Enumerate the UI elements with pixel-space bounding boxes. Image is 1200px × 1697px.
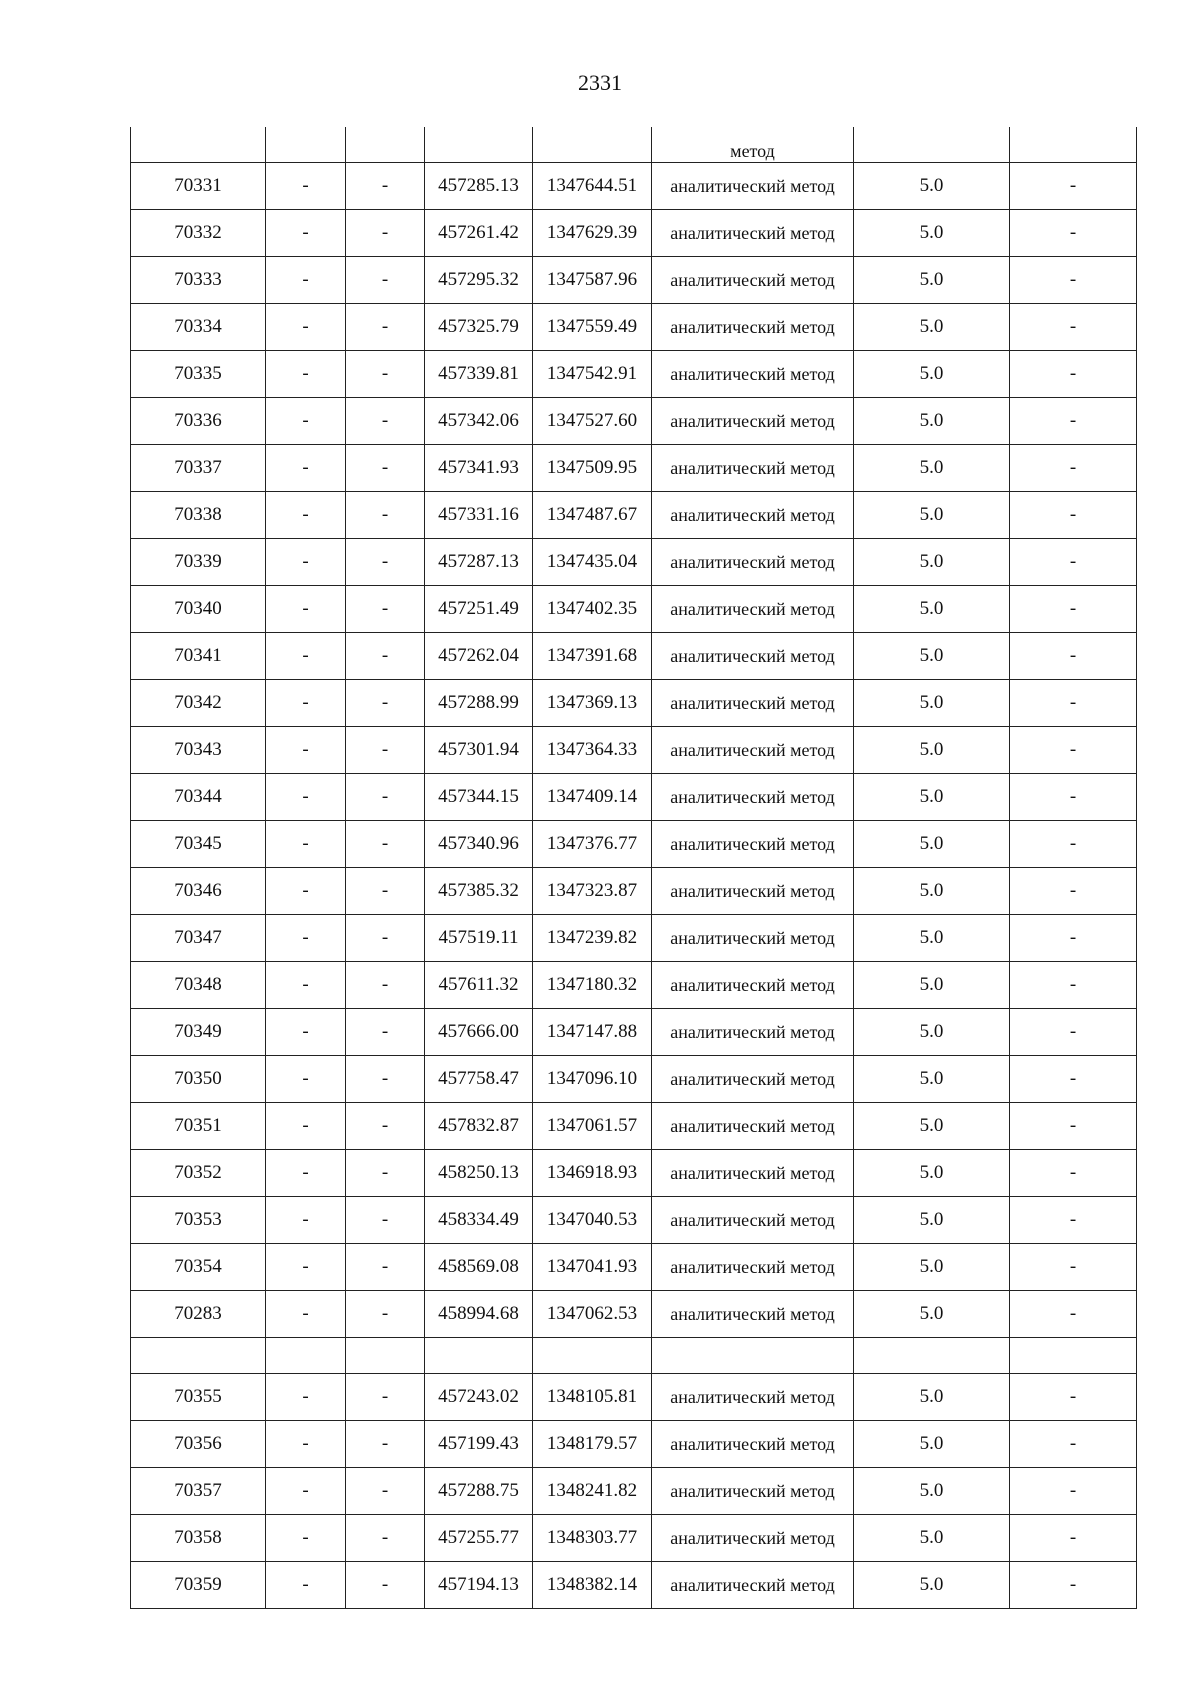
cell-col2: -	[266, 1197, 346, 1244]
table-row	[131, 1056, 1137, 1103]
table-row	[131, 1009, 1137, 1056]
cell-col3: -	[346, 1515, 425, 1562]
cell-x: 458334.49	[425, 1197, 533, 1244]
cell-y: 1347147.88	[533, 1009, 652, 1056]
cell-col2: -	[266, 915, 346, 962]
cell-y: 1347487.67	[533, 492, 652, 539]
cell-accuracy: 5.0	[854, 915, 1010, 962]
cell-method: аналитический метод	[652, 492, 854, 539]
cell-col3: -	[346, 304, 425, 351]
cell-col8: -	[1010, 1103, 1137, 1150]
cell-col8: -	[1010, 1197, 1137, 1244]
cell-col3: -	[346, 1244, 425, 1291]
cell-col3: -	[346, 962, 425, 1009]
cell-method: аналитический метод	[652, 915, 854, 962]
cell-col2: -	[266, 1291, 346, 1338]
cell-x: 457339.81	[425, 351, 533, 398]
cell-col8: -	[1010, 1468, 1137, 1515]
cell-y: 1347323.87	[533, 868, 652, 915]
cell-accuracy: 5.0	[854, 398, 1010, 445]
cell-x: 457341.93	[425, 445, 533, 492]
cell-id: 70283	[131, 1291, 266, 1338]
cell-id: 70337	[131, 445, 266, 492]
cell-col2: -	[266, 1244, 346, 1291]
cell-x: 457288.99	[425, 680, 533, 727]
table-row	[131, 680, 1137, 727]
cell-x: 457288.75	[425, 1468, 533, 1515]
cell-accuracy: 5.0	[854, 163, 1010, 210]
cell-col8: -	[1010, 1150, 1137, 1197]
cell-col2: -	[266, 1150, 346, 1197]
cell-accuracy: 5.0	[854, 351, 1010, 398]
cell-x: 457287.13	[425, 539, 533, 586]
cell-method: аналитический метод	[652, 1374, 854, 1421]
cell-y: 1348241.82	[533, 1468, 652, 1515]
cell-accuracy: 5.0	[854, 1150, 1010, 1197]
cell-col2: -	[266, 1515, 346, 1562]
cell-col3: -	[346, 351, 425, 398]
cell-id: 70340	[131, 586, 266, 633]
empty-cell	[1010, 1338, 1137, 1374]
cell-col8: -	[1010, 633, 1137, 680]
cell-id: 70331	[131, 163, 266, 210]
cell-col2: -	[266, 1374, 346, 1421]
cell-col3: -	[346, 915, 425, 962]
cell-id: 70346	[131, 868, 266, 915]
cell-col2: -	[266, 1421, 346, 1468]
cell-col8: -	[1010, 962, 1137, 1009]
cell-y: 1347542.91	[533, 351, 652, 398]
cell-y: 1348179.57	[533, 1421, 652, 1468]
cell-col2: -	[266, 962, 346, 1009]
cell-id: 70344	[131, 774, 266, 821]
table-row-continuation	[131, 127, 1137, 163]
cell-id: 70345	[131, 821, 266, 868]
cell-y: 1347559.49	[533, 304, 652, 351]
cell-col8	[1010, 127, 1137, 163]
cell-y: 1346918.93	[533, 1150, 652, 1197]
table-row	[131, 1515, 1137, 1562]
cell-col3: -	[346, 727, 425, 774]
cell-col8: -	[1010, 304, 1137, 351]
cell-x: 457301.94	[425, 727, 533, 774]
cell-col2: -	[266, 304, 346, 351]
cell-col8: -	[1010, 445, 1137, 492]
cell-x: 457385.32	[425, 868, 533, 915]
cell-col3: -	[346, 774, 425, 821]
cell-id: 70349	[131, 1009, 266, 1056]
cell-y: 1347364.33	[533, 727, 652, 774]
cell-y: 1347629.39	[533, 210, 652, 257]
cell-method: аналитический метод	[652, 445, 854, 492]
cell-col8: -	[1010, 398, 1137, 445]
cell-x: 457243.02	[425, 1374, 533, 1421]
cell-method: аналитический метод	[652, 1421, 854, 1468]
cell-col2: -	[266, 445, 346, 492]
cell-x: 458994.68	[425, 1291, 533, 1338]
cell-y: 1347040.53	[533, 1197, 652, 1244]
cell-accuracy: 5.0	[854, 304, 1010, 351]
cell-method: аналитический метод	[652, 163, 854, 210]
table-row	[131, 304, 1137, 351]
cell-x: 457295.32	[425, 257, 533, 304]
cell-col3: -	[346, 1468, 425, 1515]
cell-id: 70347	[131, 915, 266, 962]
cell-x: 457344.15	[425, 774, 533, 821]
cell-col3: -	[346, 1291, 425, 1338]
cell-col3: -	[346, 1103, 425, 1150]
cell-y: 1348382.14	[533, 1562, 652, 1609]
cell-method: аналитический метод	[652, 586, 854, 633]
cell-method: метод	[652, 127, 854, 163]
cell-col3: -	[346, 1056, 425, 1103]
cell-x: 457251.49	[425, 586, 533, 633]
cell-col2: -	[266, 633, 346, 680]
cell-accuracy: 5.0	[854, 1562, 1010, 1609]
cell-id: 70333	[131, 257, 266, 304]
cell-col2: -	[266, 586, 346, 633]
empty-cell	[854, 1338, 1010, 1374]
cell-y: 1347587.96	[533, 257, 652, 304]
cell-method: аналитический метод	[652, 1197, 854, 1244]
cell-id: 70339	[131, 539, 266, 586]
cell-id: 70354	[131, 1244, 266, 1291]
cell-col3: -	[346, 868, 425, 915]
cell-col2: -	[266, 727, 346, 774]
cell-x: 457342.06	[425, 398, 533, 445]
cell-id: 70334	[131, 304, 266, 351]
cell-col8: -	[1010, 351, 1137, 398]
cell-col3	[346, 127, 425, 163]
cell-accuracy: 5.0	[854, 492, 1010, 539]
table-body	[131, 127, 1137, 1609]
cell-method: аналитический метод	[652, 1291, 854, 1338]
cell-col2: -	[266, 1009, 346, 1056]
cell-col2: -	[266, 1056, 346, 1103]
cell-id: 70356	[131, 1421, 266, 1468]
table-row	[131, 962, 1137, 1009]
table-row	[131, 163, 1137, 210]
cell-y: 1347062.53	[533, 1291, 652, 1338]
cell-col8: -	[1010, 680, 1137, 727]
cell-col8: -	[1010, 1515, 1137, 1562]
cell-accuracy: 5.0	[854, 680, 1010, 727]
cell-y: 1347369.13	[533, 680, 652, 727]
cell-x: 457262.04	[425, 633, 533, 680]
cell-method: аналитический метод	[652, 304, 854, 351]
cell-x: 458569.08	[425, 1244, 533, 1291]
cell-y: 1347435.04	[533, 539, 652, 586]
cell-method: аналитический метод	[652, 962, 854, 1009]
table-row	[131, 1150, 1137, 1197]
empty-cell	[425, 1338, 533, 1374]
cell-id: 70348	[131, 962, 266, 1009]
table-row-empty	[131, 1338, 1137, 1374]
cell-accuracy: 5.0	[854, 210, 1010, 257]
empty-cell	[266, 1338, 346, 1374]
cell-method: аналитический метод	[652, 1103, 854, 1150]
cell-accuracy: 5.0	[854, 727, 1010, 774]
cell-method: аналитический метод	[652, 1468, 854, 1515]
cell-col3: -	[346, 821, 425, 868]
cell-col8: -	[1010, 539, 1137, 586]
cell-id: 70359	[131, 1562, 266, 1609]
table-row	[131, 727, 1137, 774]
table-row	[131, 210, 1137, 257]
table-row	[131, 1244, 1137, 1291]
cell-method: аналитический метод	[652, 1515, 854, 1562]
cell-method: аналитический метод	[652, 821, 854, 868]
cell-col3: -	[346, 210, 425, 257]
cell-col3: -	[346, 680, 425, 727]
cell-accuracy: 5.0	[854, 1009, 1010, 1056]
cell-col8: -	[1010, 1009, 1137, 1056]
cell-y: 1347239.82	[533, 915, 652, 962]
cell-id: 70343	[131, 727, 266, 774]
cell-method: аналитический метод	[652, 868, 854, 915]
cell-col2: -	[266, 210, 346, 257]
cell-col3: -	[346, 1150, 425, 1197]
cell-id: 70350	[131, 1056, 266, 1103]
cell-x: 457832.87	[425, 1103, 533, 1150]
page-number: 2331	[578, 70, 622, 95]
empty-cell	[652, 1338, 854, 1374]
cell-accuracy: 5.0	[854, 1244, 1010, 1291]
cell-method: аналитический метод	[652, 633, 854, 680]
cell-col2: -	[266, 163, 346, 210]
table-row	[131, 398, 1137, 445]
cell-accuracy: 5.0	[854, 1103, 1010, 1150]
table-row	[131, 1291, 1137, 1338]
cell-x	[425, 127, 533, 163]
cell-x: 457325.79	[425, 304, 533, 351]
cell-col8: -	[1010, 774, 1137, 821]
cell-x: 457519.11	[425, 915, 533, 962]
cell-col2: -	[266, 774, 346, 821]
table-row	[131, 257, 1137, 304]
cell-id: 70338	[131, 492, 266, 539]
table-row	[131, 351, 1137, 398]
cell-method: аналитический метод	[652, 398, 854, 445]
cell-x: 457261.42	[425, 210, 533, 257]
cell-id: 70335	[131, 351, 266, 398]
cell-method: аналитический метод	[652, 1562, 854, 1609]
cell-col8: -	[1010, 1056, 1137, 1103]
table-row	[131, 821, 1137, 868]
cell-col2: -	[266, 351, 346, 398]
cell-col8: -	[1010, 1244, 1137, 1291]
cell-accuracy: 5.0	[854, 633, 1010, 680]
table-row	[131, 1562, 1137, 1609]
cell-accuracy: 5.0	[854, 774, 1010, 821]
cell-y: 1347041.93	[533, 1244, 652, 1291]
cell-x: 457285.13	[425, 163, 533, 210]
cell-method: аналитический метод	[652, 774, 854, 821]
cell-id: 70341	[131, 633, 266, 680]
cell-method: аналитический метод	[652, 1150, 854, 1197]
cell-col8: -	[1010, 586, 1137, 633]
cell-col2: -	[266, 1103, 346, 1150]
cell-y: 1347409.14	[533, 774, 652, 821]
cell-accuracy: 5.0	[854, 445, 1010, 492]
cell-x: 457331.16	[425, 492, 533, 539]
table-row	[131, 1374, 1137, 1421]
cell-col2: -	[266, 868, 346, 915]
empty-cell	[533, 1338, 652, 1374]
cell-col8: -	[1010, 915, 1137, 962]
cell-col2: -	[266, 257, 346, 304]
cell-col8: -	[1010, 1421, 1137, 1468]
cell-col3: -	[346, 163, 425, 210]
cell-col3: -	[346, 1009, 425, 1056]
cell-col3: -	[346, 1562, 425, 1609]
cell-col2: -	[266, 492, 346, 539]
cell-x: 457194.13	[425, 1562, 533, 1609]
cell-col3: -	[346, 257, 425, 304]
cell-y: 1347527.60	[533, 398, 652, 445]
table-row	[131, 1197, 1137, 1244]
cell-col8: -	[1010, 257, 1137, 304]
cell-col2: -	[266, 398, 346, 445]
table-row	[131, 492, 1137, 539]
table-row	[131, 1468, 1137, 1515]
table-row	[131, 915, 1137, 962]
cell-id: 70357	[131, 1468, 266, 1515]
cell-method: аналитический метод	[652, 351, 854, 398]
cell-id: 70358	[131, 1515, 266, 1562]
cell-col3: -	[346, 398, 425, 445]
cell-accuracy: 5.0	[854, 1468, 1010, 1515]
cell-method: аналитический метод	[652, 1009, 854, 1056]
cell-accuracy: 5.0	[854, 539, 1010, 586]
cell-y	[533, 127, 652, 163]
cell-id: 70336	[131, 398, 266, 445]
cell-col8: -	[1010, 210, 1137, 257]
cell-x: 457666.00	[425, 1009, 533, 1056]
table-row	[131, 774, 1137, 821]
empty-cell	[346, 1338, 425, 1374]
cell-col2: -	[266, 539, 346, 586]
cell-accuracy: 5.0	[854, 1421, 1010, 1468]
cell-y: 1347096.10	[533, 1056, 652, 1103]
cell-y: 1348303.77	[533, 1515, 652, 1562]
cell-accuracy: 5.0	[854, 868, 1010, 915]
cell-y: 1347402.35	[533, 586, 652, 633]
cell-y: 1347061.57	[533, 1103, 652, 1150]
cell-accuracy: 5.0	[854, 586, 1010, 633]
table-row	[131, 586, 1137, 633]
table-row	[131, 868, 1137, 915]
table-row	[131, 1103, 1137, 1150]
cell-col2: -	[266, 1468, 346, 1515]
cell-col8: -	[1010, 821, 1137, 868]
cell-col3: -	[346, 539, 425, 586]
cell-accuracy: 5.0	[854, 257, 1010, 304]
cell-accuracy: 5.0	[854, 1056, 1010, 1103]
cell-method: аналитический метод	[652, 539, 854, 586]
cell-method: аналитический метод	[652, 680, 854, 727]
cell-method: аналитический метод	[652, 210, 854, 257]
cell-id: 70342	[131, 680, 266, 727]
cell-y: 1347391.68	[533, 633, 652, 680]
cell-id: 70351	[131, 1103, 266, 1150]
cell-y: 1348105.81	[533, 1374, 652, 1421]
cell-col3: -	[346, 1374, 425, 1421]
cell-x: 458250.13	[425, 1150, 533, 1197]
table-row	[131, 445, 1137, 492]
cell-col3: -	[346, 633, 425, 680]
cell-accuracy: 5.0	[854, 962, 1010, 1009]
cell-accuracy: 5.0	[854, 1291, 1010, 1338]
cell-method: аналитический метод	[652, 727, 854, 774]
cell-accuracy: 5.0	[854, 1515, 1010, 1562]
cell-col2: -	[266, 1562, 346, 1609]
cell-col8: -	[1010, 492, 1137, 539]
table-row	[131, 1421, 1137, 1468]
cell-x: 457611.32	[425, 962, 533, 1009]
table-row	[131, 633, 1137, 680]
cell-col2: -	[266, 680, 346, 727]
cell-x: 457758.47	[425, 1056, 533, 1103]
cell-col3: -	[346, 445, 425, 492]
cell-col8: -	[1010, 727, 1137, 774]
cell-col8: -	[1010, 163, 1137, 210]
cell-col8: -	[1010, 1374, 1137, 1421]
table-row	[131, 539, 1137, 586]
cell-y: 1347376.77	[533, 821, 652, 868]
cell-id: 70355	[131, 1374, 266, 1421]
cell-col3: -	[346, 1197, 425, 1244]
cell-accuracy: 5.0	[854, 1197, 1010, 1244]
cell-method: аналитический метод	[652, 1056, 854, 1103]
cell-x: 457340.96	[425, 821, 533, 868]
cell-x: 457255.77	[425, 1515, 533, 1562]
cell-x: 457199.43	[425, 1421, 533, 1468]
cell-id	[131, 127, 266, 163]
cell-col3: -	[346, 492, 425, 539]
cell-y: 1347644.51	[533, 163, 652, 210]
cell-col3: -	[346, 1421, 425, 1468]
cell-col8: -	[1010, 1291, 1137, 1338]
cell-id: 70352	[131, 1150, 266, 1197]
cell-method: аналитический метод	[652, 257, 854, 304]
cell-col8: -	[1010, 1562, 1137, 1609]
cell-col2: -	[266, 821, 346, 868]
cell-col3: -	[346, 586, 425, 633]
cell-method: аналитический метод	[652, 1244, 854, 1291]
cell-id: 70332	[131, 210, 266, 257]
cell-accuracy	[854, 127, 1010, 163]
empty-cell	[131, 1338, 266, 1374]
cell-id: 70353	[131, 1197, 266, 1244]
cell-accuracy: 5.0	[854, 821, 1010, 868]
coordinates-table	[130, 127, 1137, 1609]
cell-col2	[266, 127, 346, 163]
cell-y: 1347180.32	[533, 962, 652, 1009]
cell-col8: -	[1010, 868, 1137, 915]
cell-accuracy: 5.0	[854, 1374, 1010, 1421]
cell-y: 1347509.95	[533, 445, 652, 492]
